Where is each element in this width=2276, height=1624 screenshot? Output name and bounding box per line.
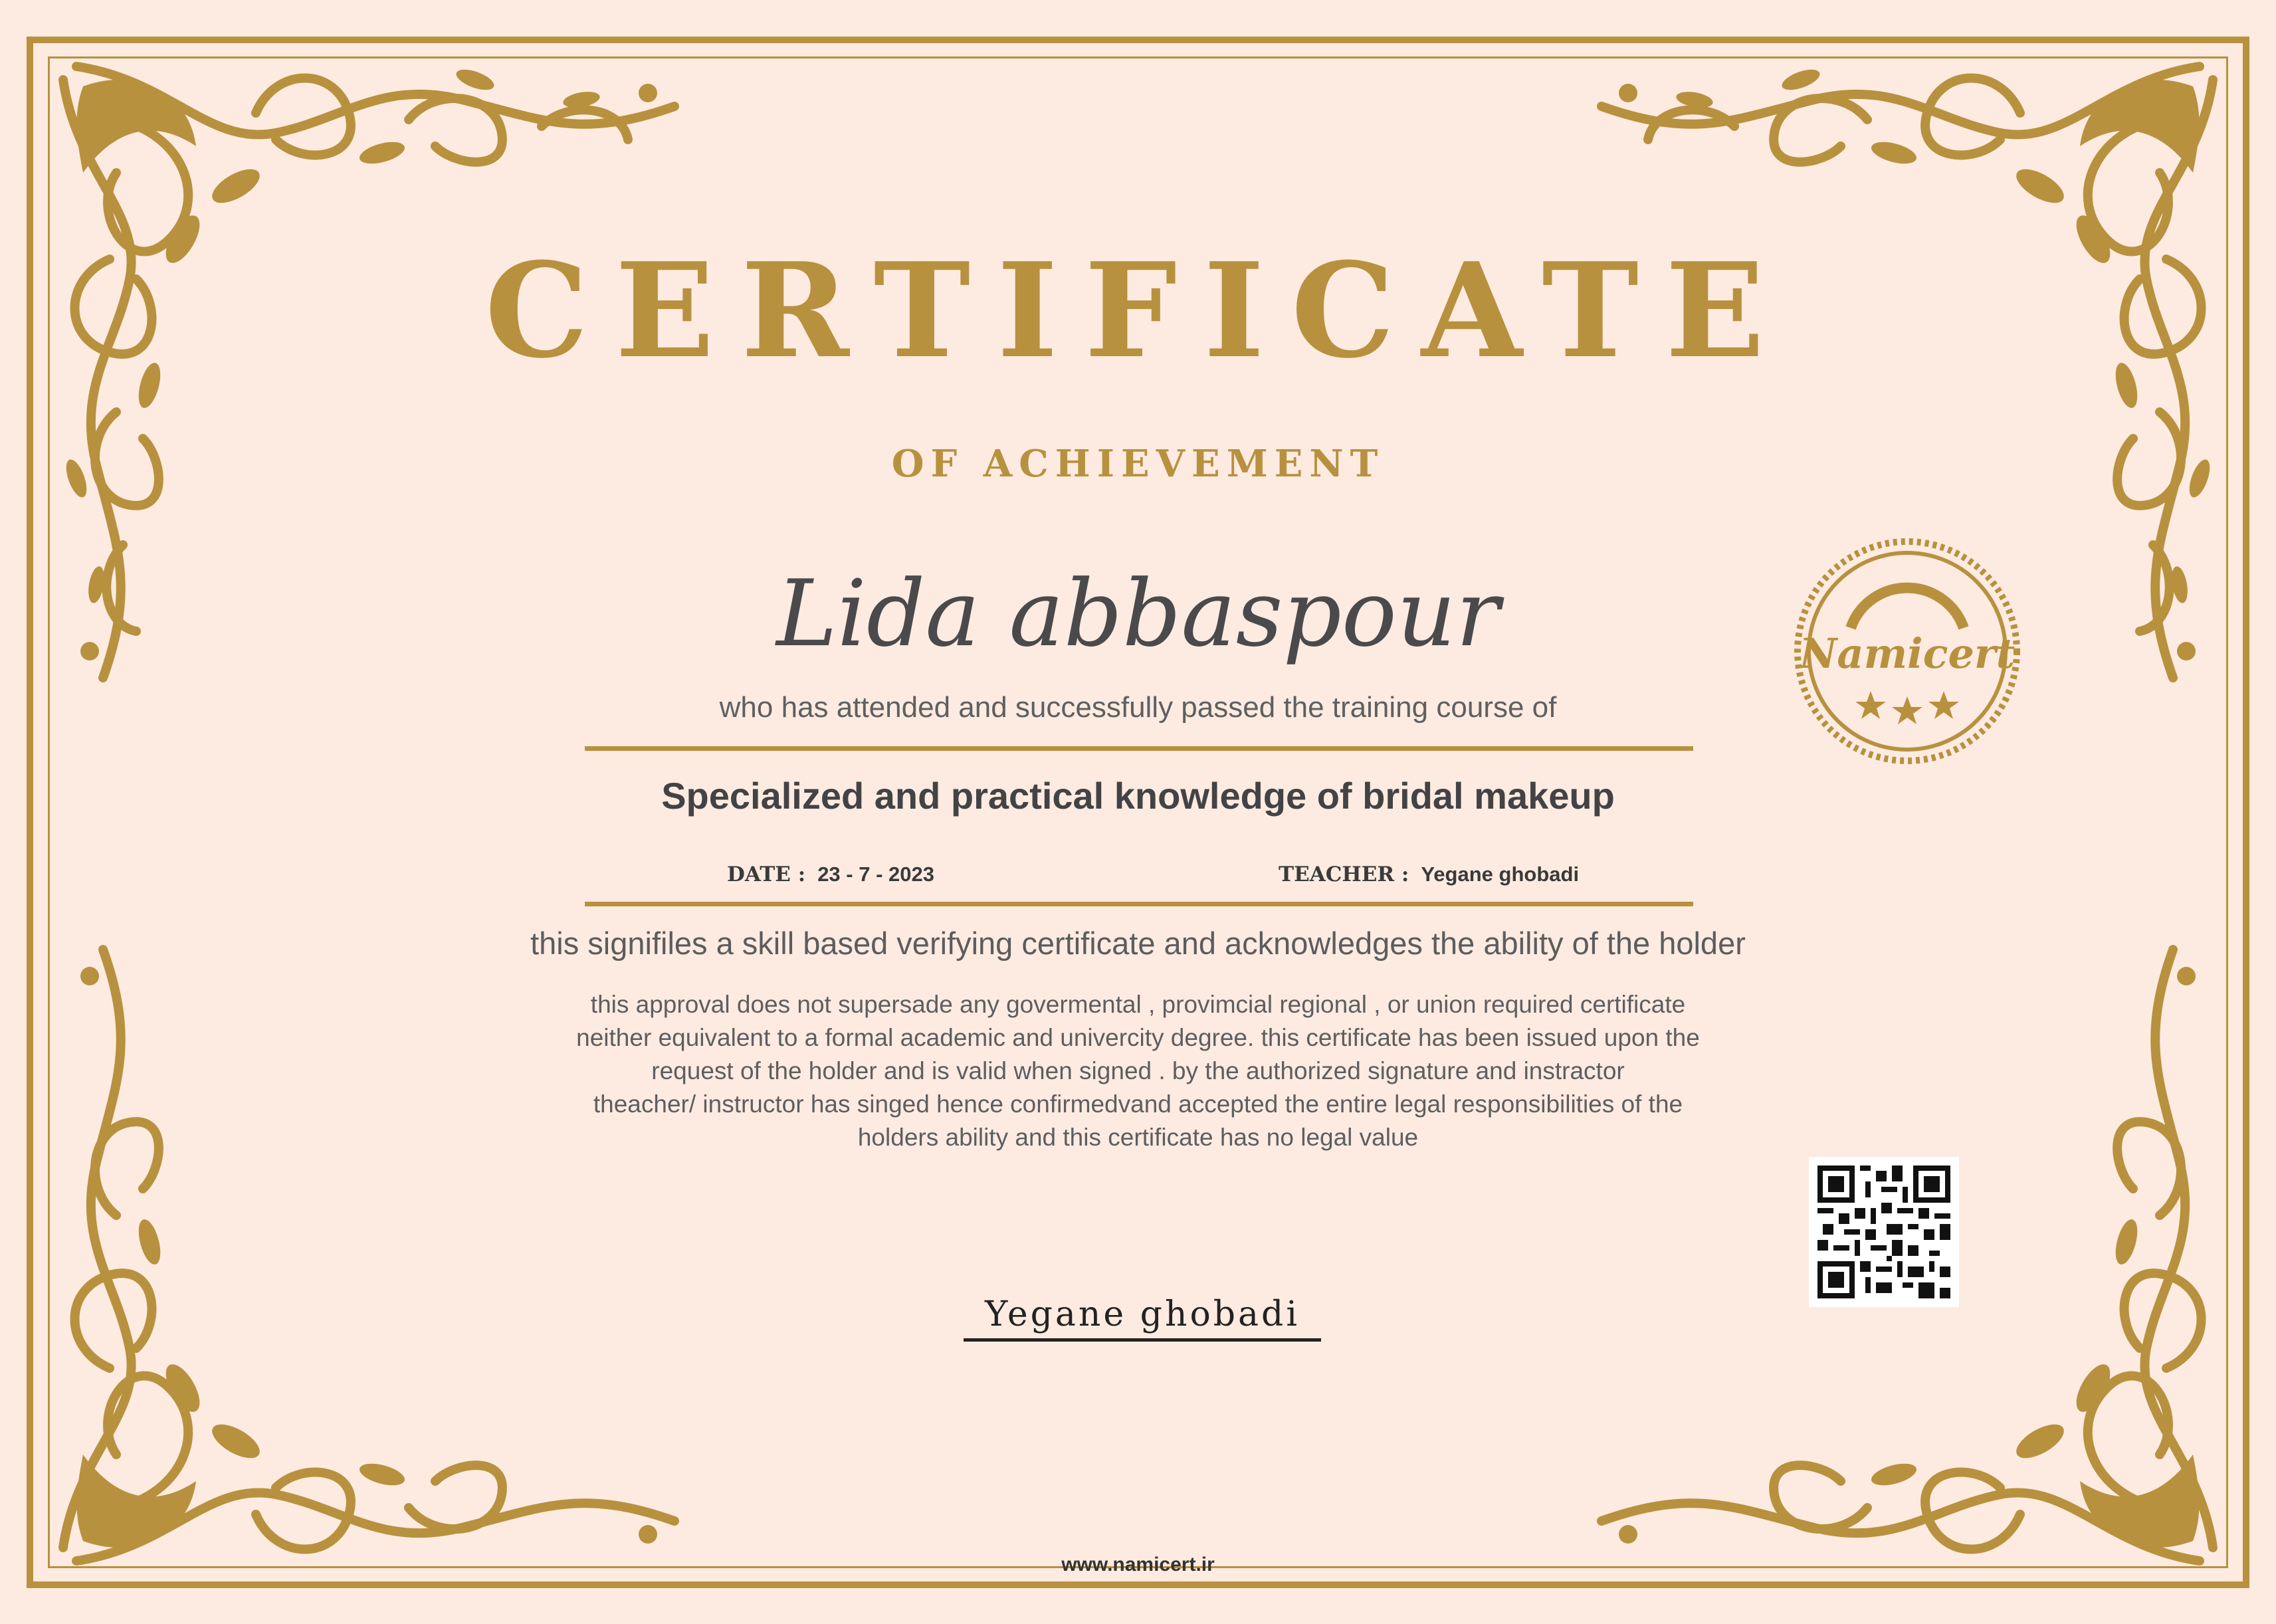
teacher-value: Yegane ghobadi (1421, 863, 1580, 886)
teacher-field (1279, 863, 1579, 886)
seal-stamp-icon (1788, 532, 2027, 771)
course-name: Specialized and practical knowledge of bridal makeup (661, 775, 1615, 817)
disclaimer-line: this approval does not supersade any govermental , provimcial regional , or union required certificate (590, 991, 1686, 1018)
divider-top (585, 746, 1693, 751)
teacher-label: TEACHER : (1279, 863, 1409, 886)
attended-text: who has attended and successfully passed the training course of (719, 691, 1557, 724)
qr-code-icon (1809, 1157, 1959, 1307)
date-label: DATE : (727, 863, 806, 886)
disclaimer-line: neither equivalent to a formal academic and univercity degree. this certificate has been issued upon the (576, 1024, 1700, 1051)
certificate-title: CERTIFICATE (484, 235, 1792, 387)
signature-name: Yegane ghobadi (964, 1294, 1321, 1342)
website-link[interactable]: www.namicert.ir (1061, 1554, 1215, 1575)
certificate-subtitle: OF ACHIEVEMENT (891, 442, 1385, 486)
date-field (727, 863, 934, 886)
signifies-text: this signifiles a skill based verifying certificate and acknowledges the ability of the holder (530, 926, 1746, 961)
disclaimer-line: theacher/ instructor has singed hence confirmedvand accepted the entire legal responsibilities of the (593, 1090, 1683, 1118)
disclaimer-line: request of the holder and is valid when signed . by the authorized signature and instractor (651, 1057, 1625, 1084)
seal-brand-text: Namicert (1799, 629, 2016, 678)
recipient-name: Lida abbaspour (776, 560, 1500, 667)
divider-bottom (585, 902, 1693, 906)
disclaimer-line: holders ability and this certificate has no legal value (857, 1124, 1419, 1151)
disclaimer-text (518, 988, 1758, 1154)
date-value: 23 - 7 - 2023 (817, 863, 934, 886)
